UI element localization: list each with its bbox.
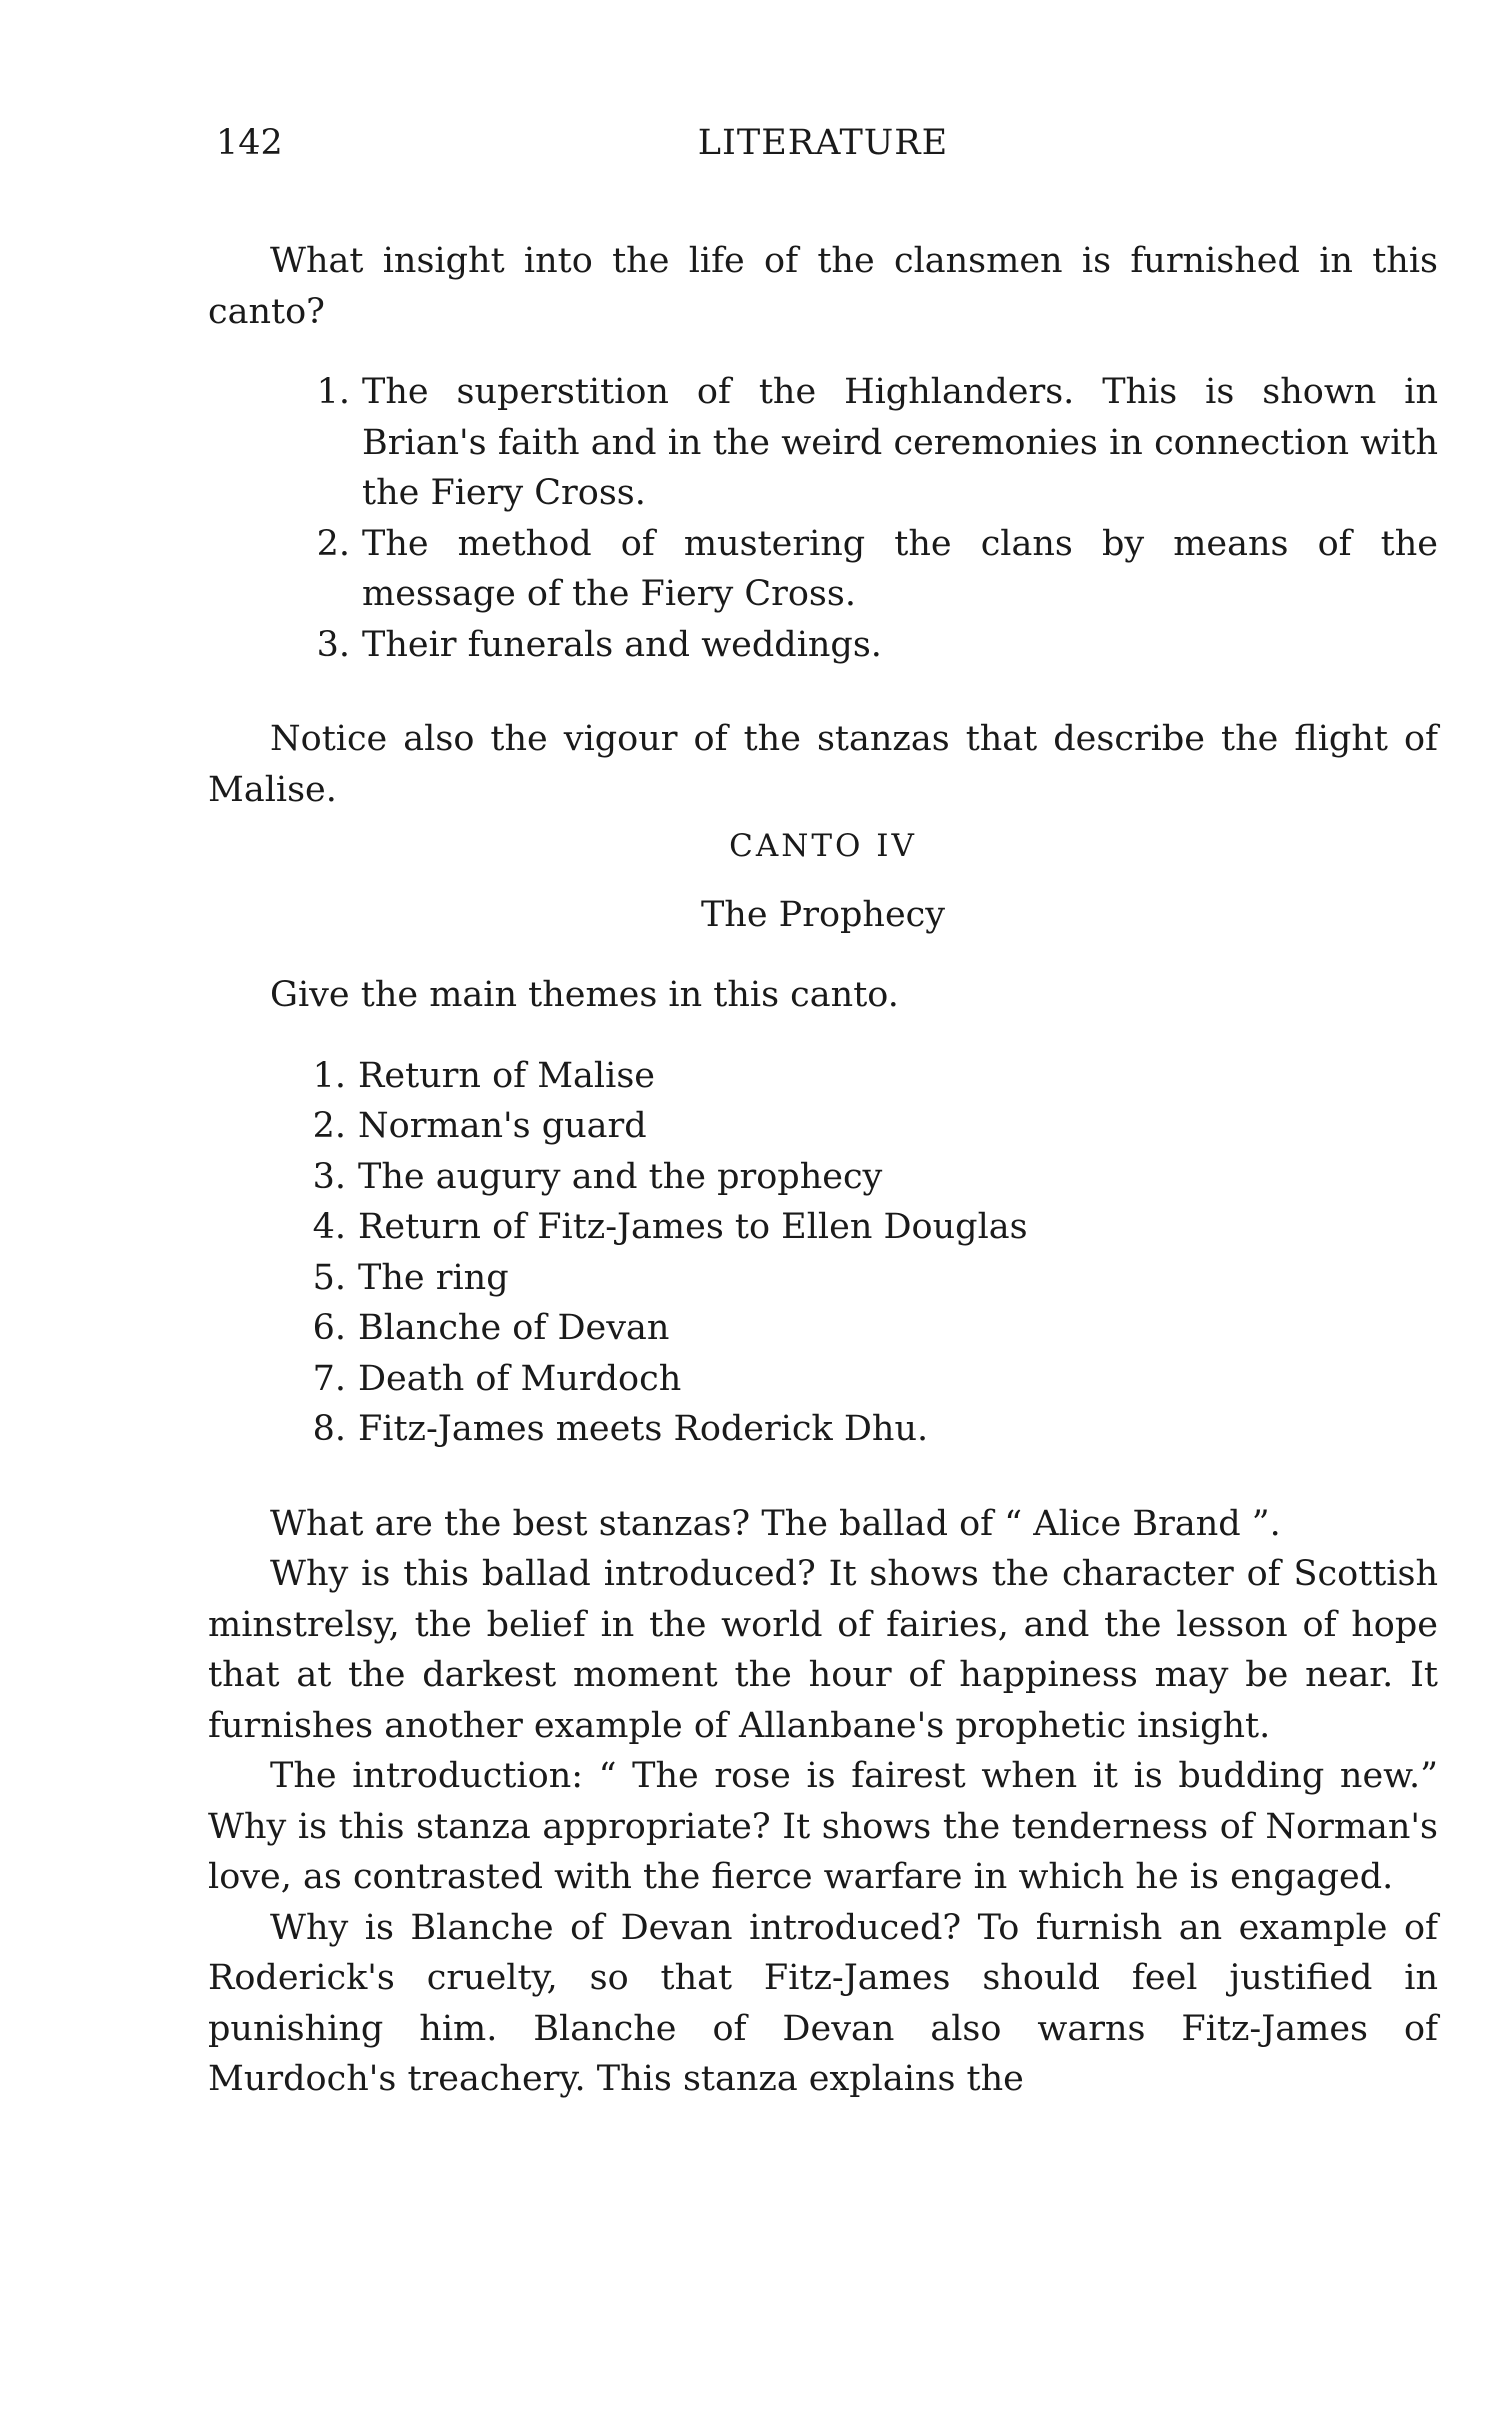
- item-number: 1.: [316, 372, 350, 412]
- question-themes: Give the main themes in this canto.: [270, 975, 899, 1015]
- item-text: The method of mustering the clans by means of the message of the Fiery Cross.: [362, 523, 1438, 614]
- item-number: 7.: [312, 1358, 346, 1399]
- item-number: 3.: [312, 1156, 346, 1197]
- item-text: The augury and the prophecy: [358, 1156, 883, 1197]
- paragraph-introduction: The introduction: “ The rose is fairest when it is budding new.” Why is this stanza appropriate? It shows the tenderness of Norman's love, as contrasted with the fierce warfare in which he is engaged.: [208, 1756, 1438, 1897]
- paragraph-blanche: Why is Blanche of Devan introduced? To furnish an example of Roderick's cruelty, so that Fitz-James should feel justified in punishing him. Blanche of Devan also warns Fitz-James of Murdoch's treachery. This stanza explains the: [208, 1907, 1438, 2099]
- list-item: [208, 1101, 1438, 1152]
- item-text: The superstition of the Highlanders. This is shown in Brian's faith and in the weird ceremonies in connection with the Fiery Cross.: [362, 372, 1438, 513]
- list-item: [208, 1152, 1438, 1203]
- item-text: Norman's guard: [358, 1106, 647, 1146]
- item-number: 2.: [312, 1106, 346, 1146]
- paragraph-ballad: Why is this ballad introduced? It shows the character of Scottish minstrelsy, the belief in the world of fairies, and the lesson of hope that at the darkest moment the hour of happiness may be near. It furnishes another example of Allanbane's prophetic insight.: [208, 1554, 1438, 1746]
- list-item: [208, 367, 1438, 519]
- page-header: [208, 118, 1438, 168]
- item-text: Fitz-James meets Roderick Dhu.: [358, 1409, 929, 1449]
- item-number: 6.: [312, 1308, 346, 1348]
- list-item: [208, 620, 1438, 671]
- question-clansmen: What insight into the life of the clansmen is furnished in this canto?: [208, 241, 1438, 332]
- item-text: Death of Murdoch: [358, 1358, 682, 1399]
- list-item: [208, 1404, 1438, 1455]
- page-number: 142: [216, 123, 283, 163]
- item-text: Return of Fitz-James to Ellen Douglas: [358, 1207, 1028, 1247]
- item-number: 4.: [312, 1207, 346, 1247]
- running-title: LITERATURE: [697, 123, 949, 163]
- item-number: 2.: [316, 523, 350, 564]
- canto-subtitle: The Prophecy: [700, 894, 946, 935]
- item-text: Return of Malise: [358, 1055, 655, 1096]
- clansmen-answer-list: [208, 367, 1438, 670]
- book-page: [208, 118, 1438, 2105]
- item-text: Their funerals and weddings.: [362, 624, 882, 665]
- list-item: [208, 1051, 1438, 1102]
- list-item: [208, 1303, 1438, 1354]
- item-number: 8.: [312, 1409, 346, 1449]
- list-item: [208, 1202, 1438, 1253]
- list-item: [208, 1253, 1438, 1304]
- list-item: [208, 519, 1438, 620]
- item-text: The ring: [358, 1257, 509, 1298]
- item-number: 3.: [316, 624, 350, 665]
- item-text: Blanche of Devan: [358, 1308, 670, 1348]
- canto-heading: CANTO IV: [729, 828, 917, 864]
- themes-list: [208, 1051, 1438, 1455]
- item-number: 1.: [312, 1055, 346, 1096]
- notice-paragraph: Notice also the vigour of the stanzas that describe the flight of Malise.: [208, 719, 1438, 810]
- item-number: 5.: [312, 1257, 346, 1298]
- list-item: [208, 1354, 1438, 1405]
- paragraph-best-stanzas: What are the best stanzas? The ballad of “ Alice Brand ”.: [270, 1503, 1281, 1544]
